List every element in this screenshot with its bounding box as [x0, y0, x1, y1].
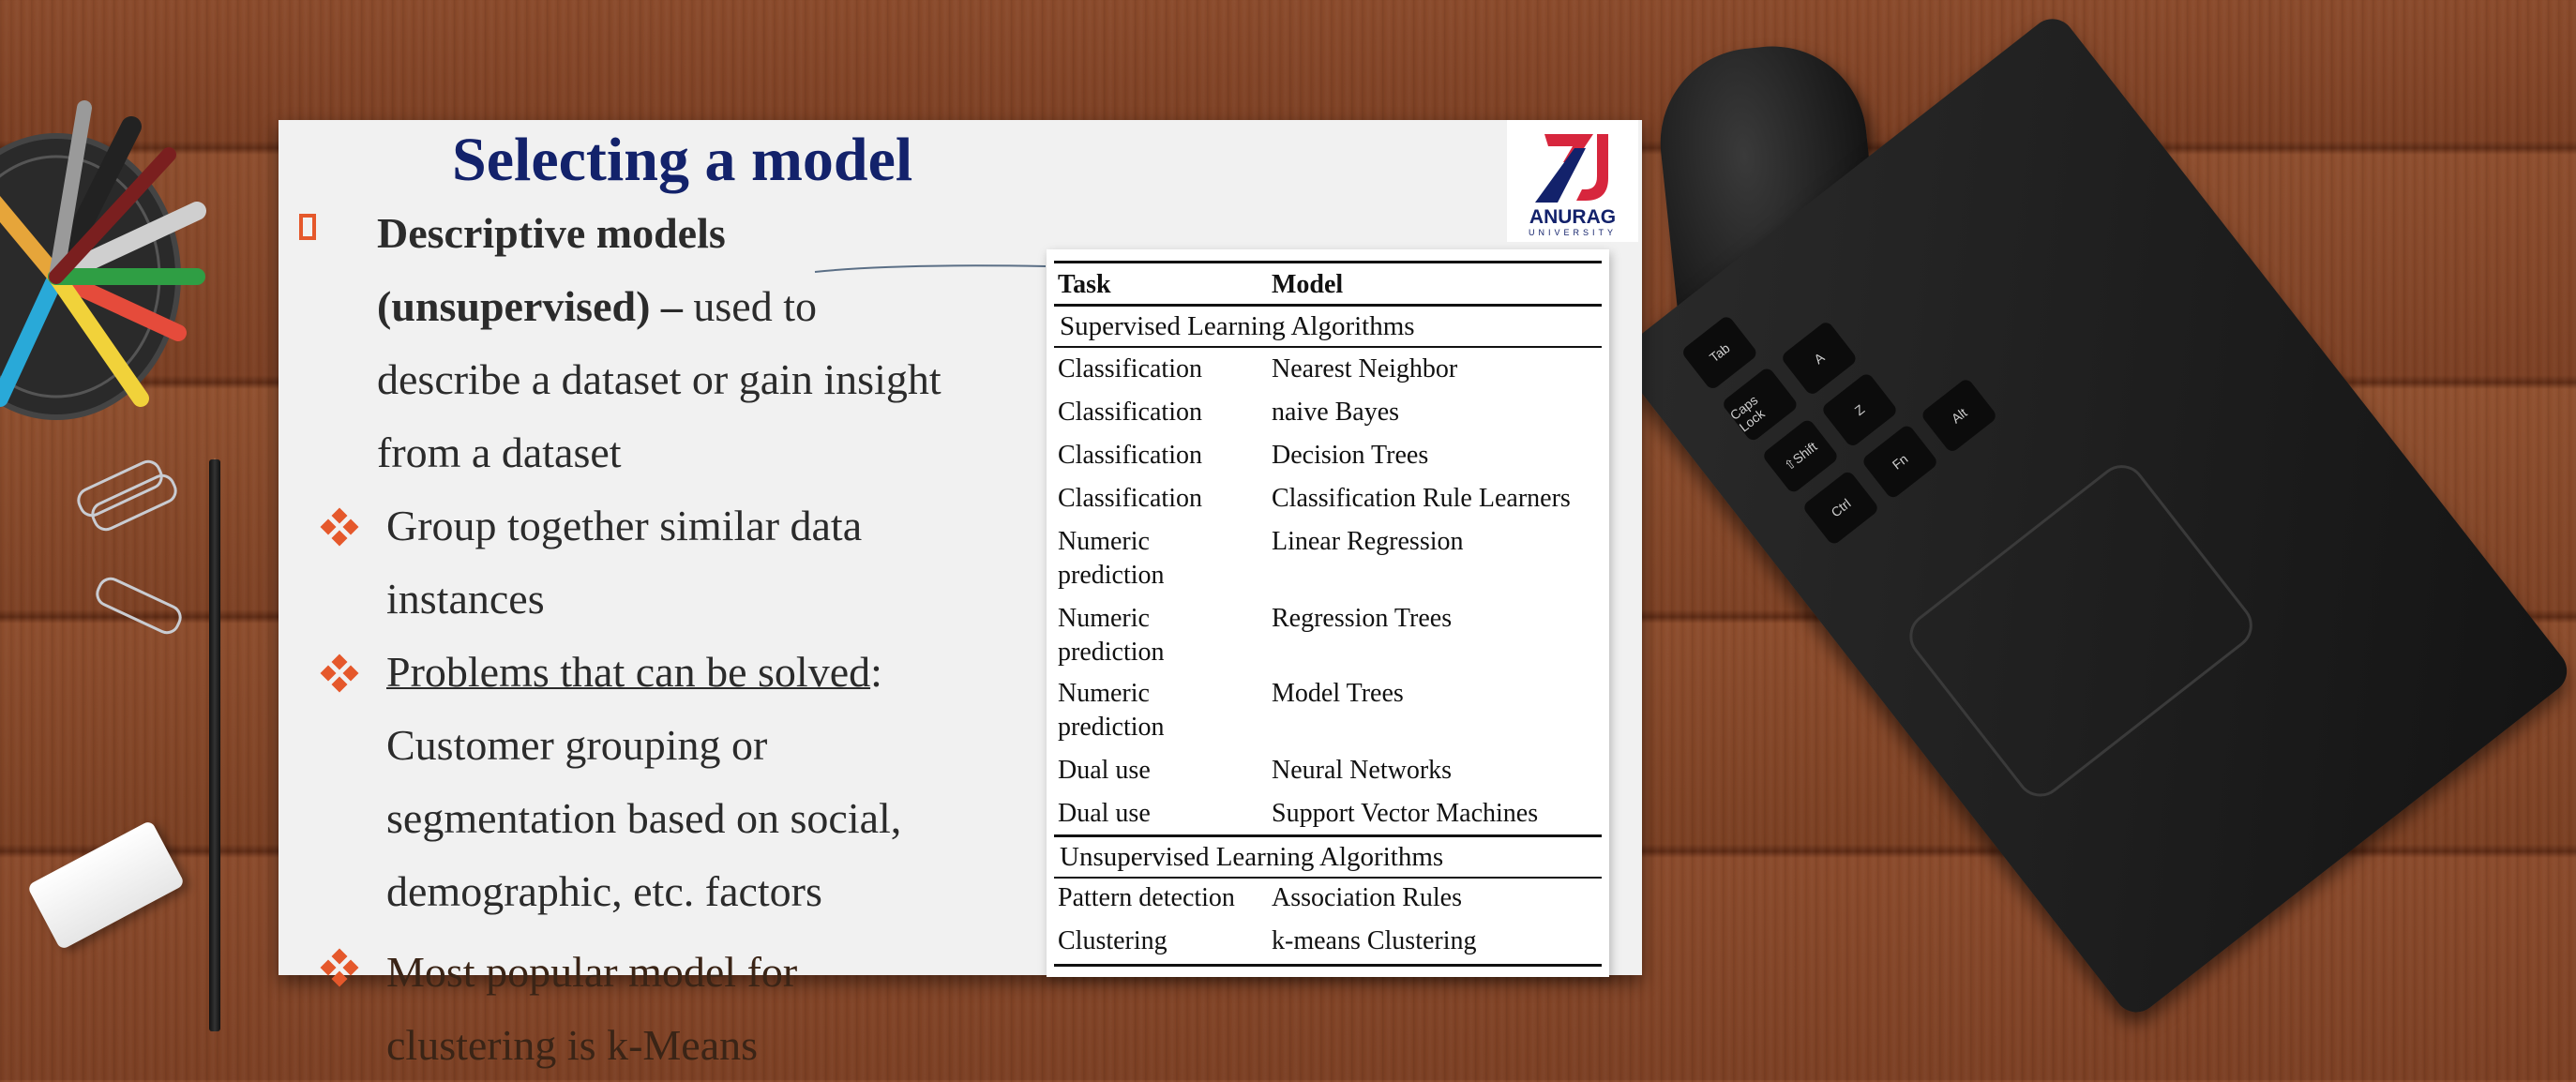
- laptop-key: Alt: [1920, 377, 1998, 454]
- bullet-text: Most popular model for: [386, 948, 798, 996]
- table-cell-task: Classification: [1058, 441, 1202, 470]
- table-cell-model: Regression Trees: [1272, 604, 1453, 633]
- table-cell-model: Nearest Neighbor: [1272, 354, 1458, 383]
- laptop-touchpad: [1900, 456, 2262, 806]
- table-cell-model: naive Bayes: [1272, 398, 1400, 427]
- table-cell-model: k-means Clustering: [1272, 926, 1477, 955]
- bullet-text: describe a dataset or gain insight: [377, 355, 942, 403]
- table-cell-task: Classification: [1058, 484, 1202, 513]
- university-logo: [1507, 120, 1638, 242]
- bullet-text: clustering is k-Means: [386, 1021, 759, 1069]
- diamond-bullet-icon: [321, 508, 358, 546]
- sub-bullet-overflow: [386, 936, 1080, 1082]
- diamond-bullet-icon: [321, 949, 358, 986]
- table-cell-task: Numeric prediction: [1058, 679, 1165, 742]
- diamond-bullet-icon: [321, 654, 358, 692]
- sub-bullet: [386, 489, 1080, 636]
- pen-cup-decoration: [0, 89, 225, 427]
- table-cell-task: Numeric prediction: [1058, 604, 1165, 667]
- table-rule: [1054, 964, 1602, 967]
- table-cell-model: Classification Rule Learners: [1272, 484, 1571, 513]
- laptop-key: Tab: [1680, 314, 1759, 391]
- table-cell-model: Linear Regression: [1272, 527, 1464, 556]
- table-rule: [1054, 877, 1602, 879]
- logo-mark-icon: [1507, 120, 1638, 206]
- table-cell-task: Pattern detection: [1058, 883, 1235, 912]
- table-rule: [1054, 304, 1602, 307]
- bullet-text: from a dataset: [377, 428, 622, 476]
- main-bullet-text: [377, 197, 1033, 489]
- pencil-decoration: [209, 459, 220, 1031]
- bullet-text: instances: [386, 575, 545, 623]
- table-cell-task: Dual use: [1058, 756, 1151, 785]
- paperclip-decoration: [92, 573, 187, 639]
- table-cell-task: Classification: [1058, 354, 1202, 383]
- table-cell-model: Support Vector Machines: [1272, 799, 1539, 828]
- table-cell-model: Decision Trees: [1272, 441, 1429, 470]
- table-header-model: Model: [1272, 270, 1344, 299]
- table-header-task: Task: [1058, 270, 1111, 299]
- table-section-title: Unsupervised Learning Algorithms: [1060, 842, 1444, 872]
- bullet-heading: (unsupervised) –: [377, 282, 683, 330]
- sub-bullet: [386, 636, 1080, 928]
- table-cell-task: Classification: [1058, 398, 1202, 427]
- table-cell-model: Model Trees: [1272, 679, 1404, 708]
- eraser-decoration: [26, 819, 185, 950]
- laptop-key: ⇧Shift: [1761, 417, 1840, 494]
- laptop-key: Caps Lock: [1721, 366, 1800, 443]
- table-cell-model: Association Rules: [1272, 883, 1462, 912]
- square-bullet-icon: [299, 214, 316, 240]
- logo-name: ANURAG: [1529, 206, 1617, 228]
- table-cell-task: Clustering: [1058, 926, 1167, 955]
- algorithm-table: [1047, 249, 1609, 977]
- table-cell-task: Numeric prediction: [1058, 527, 1165, 590]
- logo-subtitle: UNIVERSITY: [1528, 228, 1617, 237]
- label-suffix: :: [870, 648, 882, 696]
- bullet-text: Group together similar data: [386, 502, 863, 549]
- laptop-key: Ctrl: [1801, 470, 1880, 547]
- laptop-key: A: [1780, 320, 1859, 397]
- table-cell-task: Dual use: [1058, 799, 1151, 828]
- bullet-text: demographic, etc. factors: [386, 867, 822, 915]
- table-cell-model: Neural Networks: [1272, 756, 1453, 785]
- problems-label: Problems that can be solved: [386, 648, 871, 696]
- bullet-text: Customer grouping or: [386, 721, 768, 769]
- table-rule: [1054, 834, 1602, 837]
- bullet-text: used to: [682, 282, 817, 330]
- table-rule: [1054, 346, 1602, 348]
- bullet-heading: Descriptive models: [377, 209, 726, 257]
- table-section-title: Supervised Learning Algorithms: [1060, 311, 1415, 341]
- laptop-key: Fn: [1860, 423, 1939, 500]
- laptop-key: Z: [1820, 371, 1899, 448]
- table-rule: [1054, 261, 1602, 263]
- page-title: Selecting a model: [452, 126, 913, 194]
- bullet-text: segmentation based on social,: [386, 794, 902, 842]
